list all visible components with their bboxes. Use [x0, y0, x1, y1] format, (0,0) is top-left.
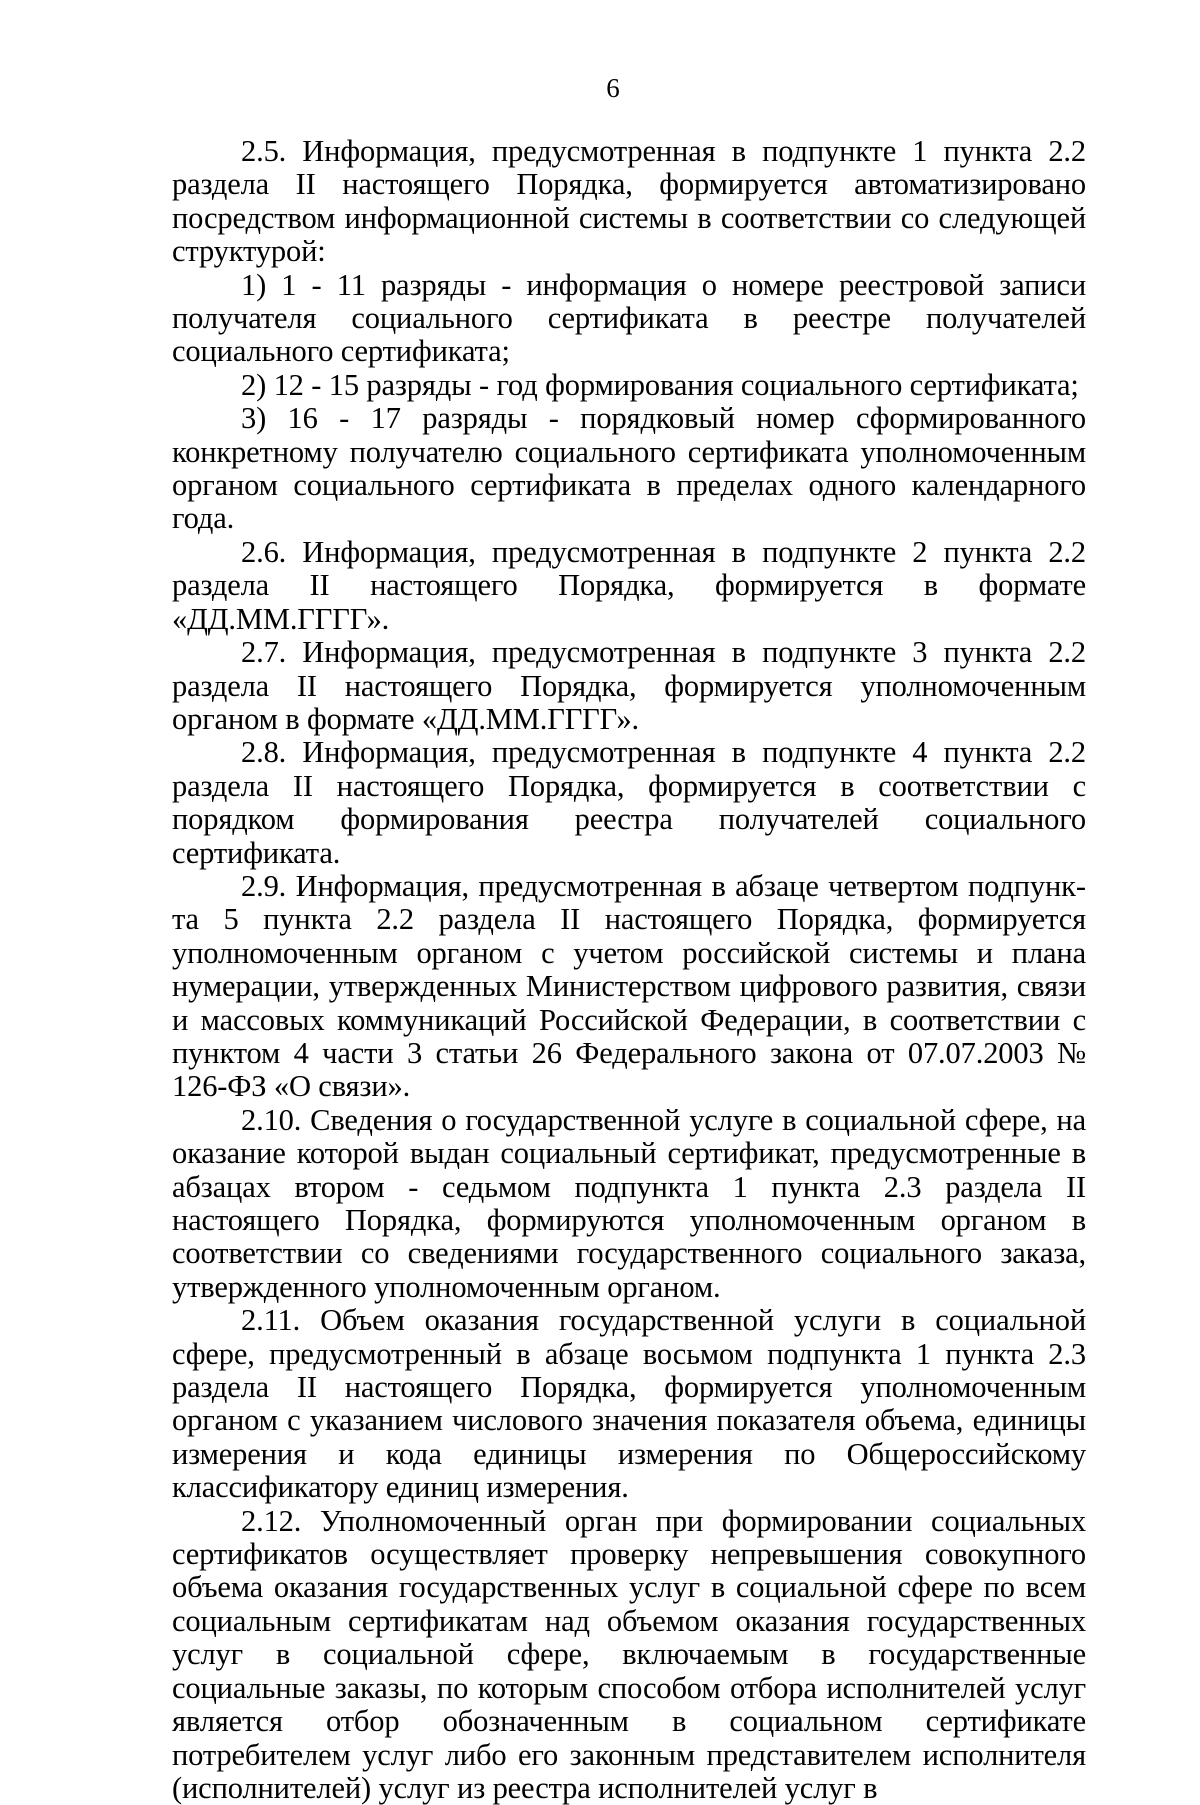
paragraph-2-11: 2.11. Объем оказания государственной услуги в социальной сфере, предусмотренный в абзаце восьмом подпункта 1 пункта 2.3 раздела II настоящего Порядка, формируется уполномоченным органом с указанием числового значения показателя объема, единицы измерения и кода единицы измерения по Общероссийскому классификатору единиц измерения.	[172, 1303, 1086, 1505]
paragraph-2-9: 2.9. Информация, предусмотренная в абзаце четвертом подпункта 5 пункта 2.2 раздела II настоящего Порядка, формируется уполномоченным органом с учетом российской системы и плана нумерации, утвержденных Министерством цифрового развития, связи и массовых коммуникаций Российской Федерации, в соответствии с пунктом 4 части 3 статьи 26 Федерального закона от 07.07.2003 № 126-ФЗ «О связи».	[172, 868, 1086, 1104]
paragraph-2-6: 2.6. Информация, предусмотренная в подпункте 2 пункта 2.2 раздела II настоящего Порядка, формируется в формате «ДД.ММ.ГГГГ».	[172, 534, 1086, 636]
paragraph-2-8: 2.8. Информация, предусмотренная в подпункте 4 пункта 2.2 раздела II настоящего Порядка, формируется в соответствии с порядком формирования реестра получателей социального сертификата.	[172, 735, 1086, 870]
paragraph-2-12: 2.12. Уполномоченный орган при формировании социальных сертификатов осуществляет проверку непревышения совокупного объема оказания государственных услуг в социальной сфере по всем социальным сертификатам над объемом оказания государственных услуг в социальной сфере, включаемым в государственные социальные заказы, по которым способом отбора исполнителей услуг является отбор обозначенным в социальном сертификате потребителем услуг либо его законным представителем исполнителя (исполнителей) услуг из реестра исполнителей услуг в	[172, 1503, 1086, 1805]
page-number: 6	[606, 73, 620, 103]
list-item-2: 2) 12 - 15 разряды - год формирования социального сертификата;	[241, 367, 1079, 402]
document-body	[172, 135, 1086, 1805]
paragraph-2-5: 2.5. Информация, предусмотренная в подпункте 1 пункта 2.2 раздела II настоящего Порядка, формируется автоматизировано посредством информационной системы в соответствии со следующей структурой:	[172, 134, 1086, 269]
paragraph-2-10: 2.10. Сведения о государственной услуге в социальной сфере, на оказание которой выдан социальный сертификат, предусмотренные в абзацах втором - седьмом подпункта 1 пункта 2.3 раздела II настоящего Порядка, формируются уполномоченным органом в соответствии со сведениями государственного социального заказа, утвержденного уполномоченным органом.	[172, 1102, 1086, 1304]
list-item-3: 3) 16 - 17 разряды - порядковый номер сформированного конкретному получателю социального сертификата уполномоченным органом социального сертификата в пределах одного календарного года.	[172, 401, 1086, 536]
list-item-1: 1) 1 - 11 разряды - информация о номере реестровой записи получателя социального сертификата в реестре получателей социального сертификата;	[172, 267, 1086, 369]
paragraph-2-7: 2.7. Информация, предусмотренная в подпункте 3 пункта 2.2 раздела II настоящего Порядка, формируется уполномоченным органом в формате «ДД.ММ.ГГГГ».	[172, 635, 1086, 736]
